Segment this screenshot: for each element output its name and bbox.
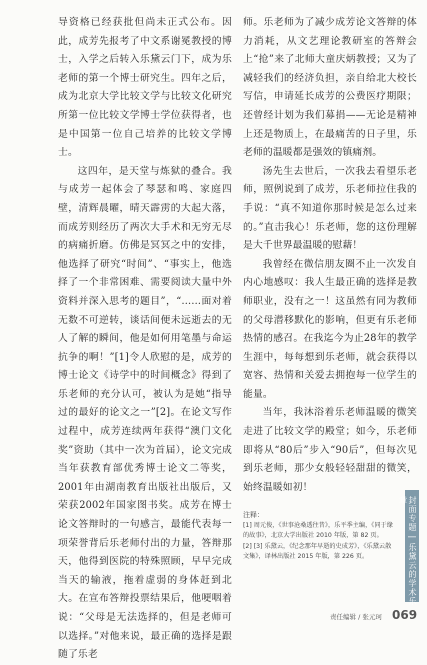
- footnote-1: [1] 周元俊，《世事沧桑透往昔》，乐平季主编，《同于缘的故事》，北京大学出版社 2010 年版，第 82 页。: [243, 522, 393, 540]
- left-text-column: [58, 14, 232, 665]
- left-paragraph: 这四年，是天堂与炼狱的叠合。我与成芳一起体会了琴瑟和鸣、家庭四壁，清辉晨曜，晴天霹雳的大起大落，而成芳则经历了两次大手术和无穷无尽的病痛折磨。仿佛是冥冥之中的安排，他选择了研究“时间”、“事实上，他选择了一个非常困难、需要阅读大量中外资料并深入思考的题目”，“……面对着无数不可逆转，谈话间便未远逝去的无人了解的瞬间，他是如何用笔墨与命运抗争的啊！”[1]令人欣慰的是，成芳的博士论文《诗学中的时间概念》得到了乐老师的充分认可，被认为是她“指导过的最好的论文之一”[2]。在论文写作过程中，成芳连续两年获得“澳门文化奖”资助（其中一次为首届），论文完成当年获教育部优秀博士论文二等奖，2001年由湖南教育出版社出版后，又荣获2002年国家图书奖。成芳在博士论文答辩时的一句感言，最能代表每一项荣誉背后乐老师付出的力量，答辩那天，他得到医院的特殊照顾，早早完成当天的输液，拖着虚弱的身体赶到北大。在宣布答辩投票结果后，他哽咽着说：“父母是无法选择的，但是老师可以选择。”对他来说，最正确的选择是跟随了乐老: [58, 165, 232, 661]
- side-tab-label: 封面专题 | 乐黛云的学术乐章: [398, 496, 417, 606]
- footnotes: [243, 510, 393, 562]
- right-paragraph: 当年，我沐浴着乐老师温暖的微笑走进了比较文学的殿堂；如今，乐老师即将从“80后”步入“90后”，但每次见到乐老师，那少女般轻轻甜甜的微笑，始终温暖如初！: [243, 407, 417, 493]
- footnote-2: [2] [3] 乐黛云，《纪念那年早逝的史成芳》，《乐黛云散文集》，译林出版社 2015 年版，第 226 页。: [243, 542, 392, 560]
- right-paragraph: 我曾经在微信朋友圈不止一次发自内心地感叹：我人生最正确的选择是教师职业，没有之一！这虽然有同为教师的父母潜移默化的影响，但更有乐老师热情的感召。在我迄今为止28年的教学生涯中，每每想到乐老师，就会获得以宽容、热情和关爱去拥抱每一位学生的能量。: [243, 258, 417, 400]
- page-footer: [0, 608, 427, 628]
- right-paragraph: 师。乐老师为了减少成芳论文答辩的体力消耗，从文艺理论教研室的答辩会上“抢”来了北师大童庆炳教授；又为了减轻我们的经济负担，亲自给北大校长写信，申请延长成芳的公费医疗期限；还曾经计划为我们募捐——无论是精神上还是物质上，在最痛苦的日子里，乐老师的温暖都是强效的镇痛剂。: [243, 17, 417, 159]
- page-number: 069: [392, 608, 418, 622]
- right-text-column: [243, 14, 417, 497]
- section-side-tab: [398, 490, 419, 610]
- left-paragraph: 导资格已经获批但尚未正式公布。因此，成芳先报考了中文系谢冕教授的博士，入学之后转入乐黛云门下，成为乐老师的第一个博士研究生。四年之后，成为北京大学比较文学与比较文化研究所第一位比较文学博士学位获得者，也是中国第一位自己培养的比较文学博士。: [58, 17, 232, 159]
- footnotes-heading: 注释：: [243, 511, 264, 519]
- editor-credit: 责任编辑 / 张元珂: [330, 613, 382, 621]
- right-paragraph: 汤先生去世后，一次我去看望乐老师，照例说到了成芳，乐老师拉住我的手说：“真不知道你那时候是怎么过来的。”直击我心！乐老师，您的这份理解是大千世界最温暖的慰藉！: [243, 165, 417, 252]
